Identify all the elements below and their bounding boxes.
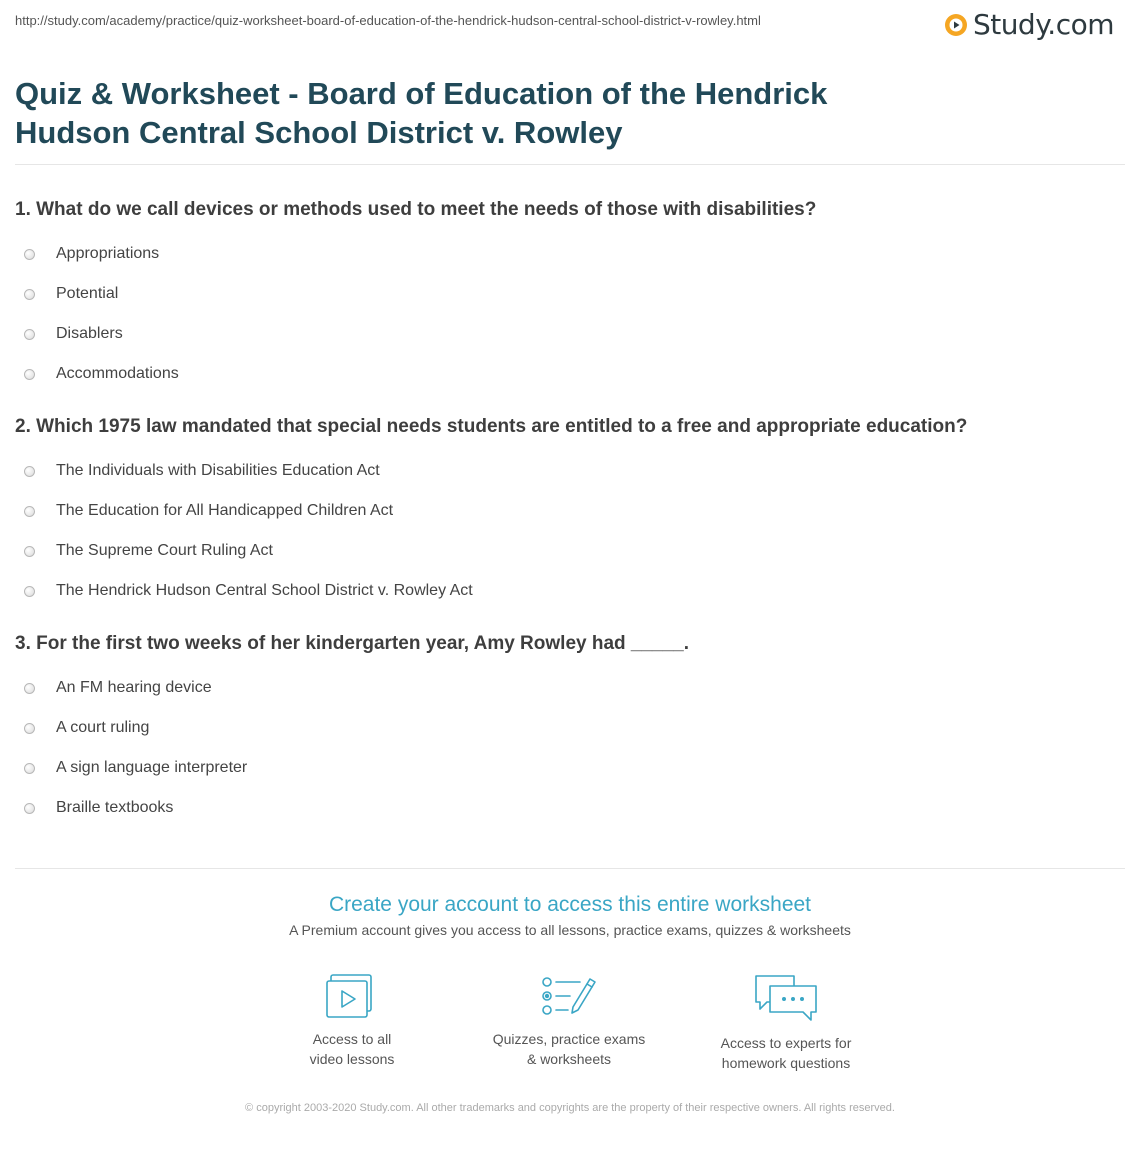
play-logo-icon <box>944 13 968 37</box>
feature-video-lessons <box>252 973 452 1069</box>
question-2 <box>15 413 1125 611</box>
feature-experts <box>686 973 886 1073</box>
answer-option[interactable] <box>15 274 1125 314</box>
question-text: 1. What do we call devices or methods used to meet the needs of those with disabilities? <box>15 199 817 220</box>
answer-label: The Supreme Court Ruling Act <box>56 542 273 559</box>
answer-label: The Individuals with Disabilities Education Act <box>56 462 380 479</box>
feature-label: Access to all video lessons <box>309 1031 395 1067</box>
radio-button[interactable] <box>24 249 35 260</box>
answer-label: Disablers <box>56 325 123 342</box>
answer-label: The Hendrick Hudson Central School District v. Rowley Act <box>56 582 473 599</box>
radio-button[interactable] <box>24 763 35 774</box>
answer-option[interactable] <box>15 314 1125 354</box>
question-text: 2. Which 1975 law mandated that special needs students are entitled to a free and appropriate education? <box>15 416 968 437</box>
video-lessons-icon <box>324 973 380 1021</box>
answer-option[interactable] <box>15 708 1125 748</box>
answer-option[interactable] <box>15 571 1125 611</box>
radio-button[interactable] <box>24 546 35 557</box>
radio-button[interactable] <box>24 466 35 477</box>
answer-option[interactable] <box>15 234 1125 274</box>
question-text: 3. For the first two weeks of her kindergarten year, Amy Rowley had _____. <box>15 633 690 654</box>
question-3 <box>15 630 1125 828</box>
page-url: http://study.com/academy/practice/quiz-worksheet-board-of-education-of-the-hendrick-hudson-central-school-district-v-rowley.html <box>15 13 761 28</box>
answer-option[interactable] <box>15 668 1125 708</box>
study-logo[interactable] <box>944 9 1114 41</box>
answer-label: A court ruling <box>56 719 150 736</box>
answer-label: The Education for All Handicapped Children Act <box>56 502 394 519</box>
answer-option[interactable] <box>15 354 1125 394</box>
answer-label: Accommodations <box>56 365 179 382</box>
answer-option[interactable] <box>15 531 1125 571</box>
answer-option[interactable] <box>15 491 1125 531</box>
chat-bubbles-icon <box>753 973 819 1025</box>
answer-label: Braille textbooks <box>56 799 174 816</box>
question-list <box>15 196 1125 847</box>
question-1 <box>15 196 1125 394</box>
logo-text: Study.com <box>972 8 1114 41</box>
radio-button[interactable] <box>24 723 35 734</box>
cta-title-link[interactable]: Create your account to access this entire worksheet <box>328 893 812 916</box>
quiz-checklist-icon <box>540 973 598 1021</box>
feature-label: Access to experts for homework questions <box>720 1035 852 1071</box>
answer-option[interactable] <box>15 748 1125 788</box>
cta-subtitle: A Premium account gives you access to all lessons, practice exams, quizzes & worksheets <box>289 922 851 938</box>
answer-label: Appropriations <box>56 245 160 262</box>
radio-button[interactable] <box>24 289 35 300</box>
answer-label: An FM hearing device <box>56 679 212 696</box>
answer-label: Potential <box>56 285 119 302</box>
answer-option[interactable] <box>15 451 1125 491</box>
radio-button[interactable] <box>24 683 35 694</box>
page-title: Quiz & Worksheet - Board of Education of the Hendrick Hudson Central School District v. Rowley <box>15 76 828 150</box>
radio-button[interactable] <box>24 329 35 340</box>
copyright-text: © copyright 2003-2020 Study.com. All other trademarks and copyrights are the property of their respective owners. All rights reserved. <box>245 1102 895 1114</box>
feature-quizzes <box>469 973 669 1069</box>
answer-option[interactable] <box>15 788 1125 828</box>
feature-label: Quizzes, practice exams & worksheets <box>492 1031 646 1067</box>
cta-divider <box>15 868 1125 869</box>
title-divider <box>15 164 1125 165</box>
answer-label: A sign language interpreter <box>56 759 248 776</box>
radio-button[interactable] <box>24 803 35 814</box>
radio-button[interactable] <box>24 586 35 597</box>
radio-button[interactable] <box>24 506 35 517</box>
copyright-footer <box>0 1100 1140 1117</box>
radio-button[interactable] <box>24 369 35 380</box>
